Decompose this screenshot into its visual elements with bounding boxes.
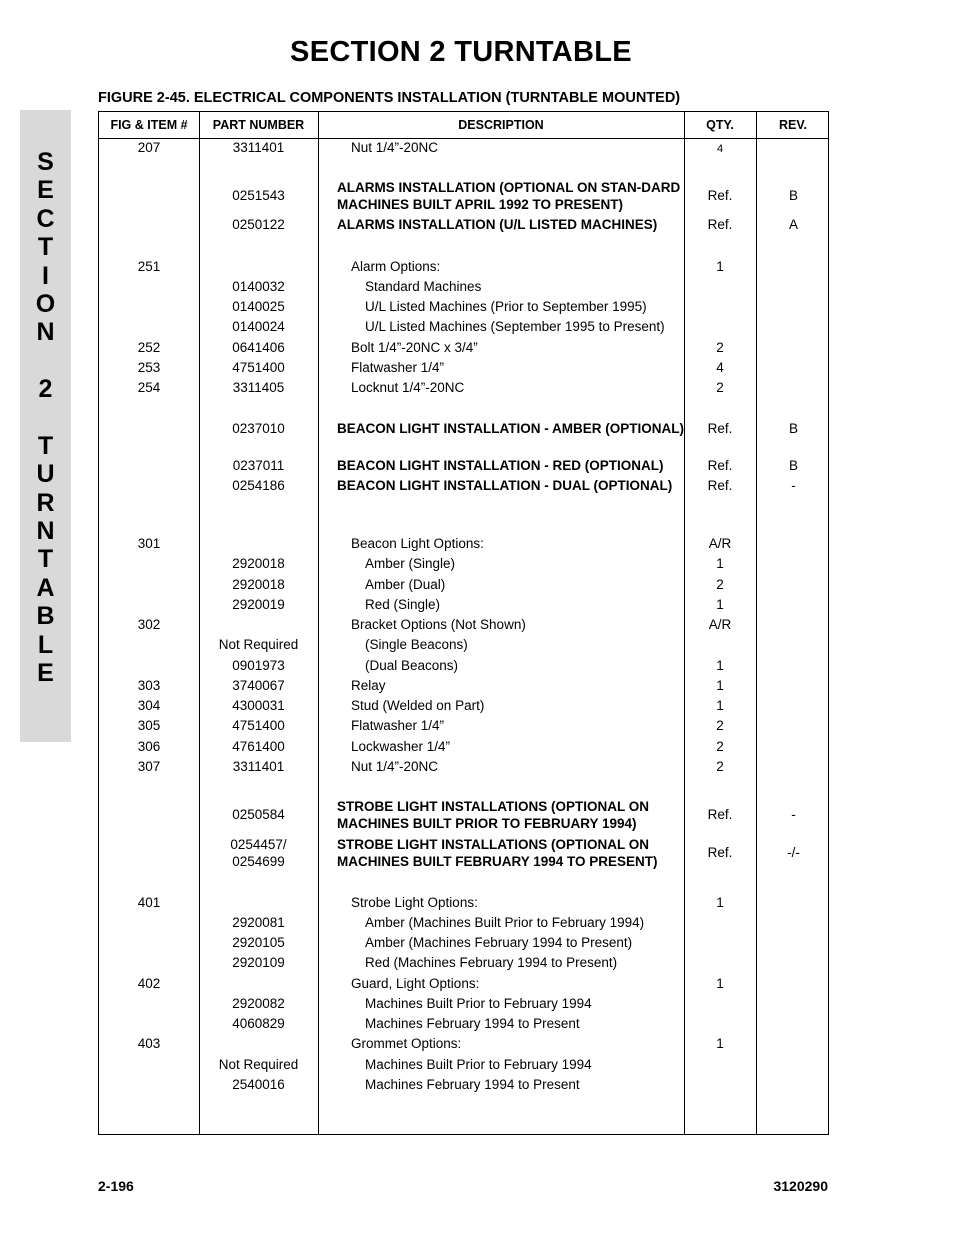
description: Machines Built Prior to February 1994	[365, 996, 592, 1011]
table-row	[99, 339, 828, 356]
part-number: 4751400	[232, 360, 285, 375]
quantity: 1	[716, 556, 724, 571]
quantity: A/R	[708, 617, 732, 632]
side-tab-letter: 2	[38, 375, 53, 404]
quantity: Ref.	[707, 217, 733, 232]
quantity: 4	[716, 360, 724, 375]
table-row	[99, 894, 828, 911]
revision: -	[791, 807, 796, 822]
item-number: 305	[137, 718, 161, 733]
side-tab-letter: N	[36, 517, 55, 546]
side-tab-letter: T	[37, 545, 54, 574]
part-number: 0901973	[232, 658, 285, 673]
part-number: 0237010	[232, 421, 285, 436]
table-row	[99, 1015, 828, 1032]
revision: B	[788, 458, 798, 473]
header-part-number: PART NUMBER	[212, 118, 305, 132]
side-tab-letter: E	[37, 176, 54, 205]
table-row	[99, 179, 828, 213]
quantity: 1	[716, 658, 724, 673]
quantity: Ref.	[707, 478, 733, 493]
part-number: 0250122	[232, 217, 285, 232]
item-number: 403	[137, 1036, 161, 1051]
part-number: 0140024	[232, 319, 285, 334]
part-number: 2920105	[232, 935, 285, 950]
part-number: 0250584	[232, 807, 285, 822]
header-description: DESCRIPTION	[458, 118, 544, 132]
description: Machines February 1994 to Present	[365, 1016, 580, 1031]
item-number: 307	[137, 759, 161, 774]
part-number: Not Required	[218, 1057, 299, 1072]
header-item: FIG & ITEM #	[110, 118, 188, 132]
description: Bolt 1/4”-20NC x 3/4”	[351, 340, 478, 355]
table-row	[99, 836, 828, 870]
table-row	[99, 139, 828, 156]
part-number: 2920019	[232, 597, 285, 612]
quantity: 2	[716, 759, 724, 774]
description: Lockwasher 1/4”	[351, 739, 451, 754]
table-row	[99, 697, 828, 714]
side-tab-letter: U	[36, 460, 55, 489]
quantity: Ref.	[707, 188, 733, 203]
part-number: 4300031	[232, 698, 285, 713]
quantity: Ref.	[707, 421, 733, 436]
header-rev: REV.	[778, 118, 808, 132]
side-tab-letter: R	[36, 488, 55, 517]
side-tab-letters	[20, 148, 71, 687]
part-number: 4761400	[232, 739, 285, 754]
part-number: 4060829	[232, 1016, 285, 1031]
description: Stud (Welded on Part)	[351, 698, 485, 713]
quantity: A/R	[708, 536, 732, 551]
description: STROBE LIGHT INSTALLATIONS (OPTIONAL ON MACHINES BUILT FEBRUARY 1994 TO PRESENT)	[337, 837, 658, 869]
side-tab-letter: A	[36, 573, 55, 602]
quantity: Ref.	[707, 807, 733, 822]
item-number: 207	[137, 140, 161, 155]
item-number: 301	[137, 536, 161, 551]
part-number: 0254186	[232, 478, 285, 493]
quantity: 1	[716, 1036, 724, 1051]
quantity: 4	[716, 143, 724, 155]
part-number: 2920081	[232, 915, 285, 930]
table-row	[99, 1076, 828, 1093]
page-number: 2-196	[98, 1178, 134, 1194]
table-header	[99, 112, 828, 139]
description: Amber (Dual)	[365, 577, 446, 592]
item-number: 254	[137, 380, 161, 395]
part-number: 2920018	[232, 556, 285, 571]
side-tab-letter: C	[36, 204, 55, 233]
part-number: 0641406	[232, 340, 285, 355]
part-number: 3311401	[232, 140, 285, 155]
quantity: 2	[716, 380, 724, 395]
revision: B	[788, 421, 798, 436]
item-number: 252	[137, 340, 161, 355]
description: Amber (Machines February 1994 to Present)	[365, 935, 633, 950]
quantity: 1	[716, 597, 724, 612]
part-number: 4751400	[232, 718, 285, 733]
quantity: Ref.	[707, 458, 733, 473]
description: Flatwasher 1/4”	[351, 718, 445, 733]
table-row	[99, 477, 828, 494]
table-row	[99, 717, 828, 734]
quantity: 2	[716, 718, 724, 733]
table-row	[99, 278, 828, 295]
table-row	[99, 636, 828, 653]
revision: B	[788, 188, 798, 203]
table-row	[99, 379, 828, 396]
table-row	[99, 1056, 828, 1073]
description: STROBE LIGHT INSTALLATIONS (OPTIONAL ON MACHINES BUILT PRIOR TO FEBRUARY 1994)	[337, 799, 649, 831]
part-number: 3311401	[232, 759, 285, 774]
side-tab-letter: S	[37, 148, 54, 176]
description: BEACON LIGHT INSTALLATION - RED (OPTIONAL)	[337, 458, 664, 473]
description: Nut 1/4”-20NC	[351, 759, 439, 774]
description: Grommet Options:	[351, 1036, 462, 1051]
quantity: 1	[716, 678, 724, 693]
quantity: 1	[716, 895, 724, 910]
description: Strobe Light Options:	[351, 895, 478, 910]
part-number: 3740067	[232, 678, 285, 693]
part-number: 3311405	[232, 380, 285, 395]
item-number: 401	[137, 895, 161, 910]
side-tab-letter: L	[37, 630, 54, 659]
description: Amber (Machines Built Prior to February 1994)	[365, 915, 645, 930]
page-title: SECTION 2 TURNTABLE	[290, 36, 632, 68]
description: Machines February 1994 to Present	[365, 1077, 580, 1092]
revision: -/-	[787, 845, 800, 860]
description: Relay	[351, 678, 386, 693]
header-qty: QTY.	[706, 118, 734, 132]
table-row	[99, 954, 828, 971]
part-number: 0254457/ 0254699	[230, 837, 287, 869]
item-number: 402	[137, 976, 161, 991]
item-number: 306	[137, 739, 161, 754]
description: Nut 1/4”-20NC	[351, 140, 439, 155]
description: ALARMS INSTALLATION (OPTIONAL ON STAN-DARD MACHINES BUILT APRIL 1992 TO PRESENT)	[337, 180, 681, 212]
table-row	[99, 934, 828, 951]
table-row	[99, 596, 828, 613]
table-row	[99, 616, 828, 633]
side-tab-letter: B	[36, 602, 55, 631]
table-row	[99, 995, 828, 1012]
description: Alarm Options:	[351, 259, 441, 274]
description: Machines Built Prior to February 1994	[365, 1057, 592, 1072]
part-number: 2920018	[232, 577, 285, 592]
table-row	[99, 657, 828, 674]
table-row	[99, 798, 828, 832]
side-tab-letter: I	[42, 261, 49, 290]
parts-table	[98, 111, 829, 1135]
description: ALARMS INSTALLATION (U/L LISTED MACHINES)	[337, 217, 658, 232]
section-side-tab	[20, 110, 71, 742]
quantity: Ref.	[707, 845, 733, 860]
table-row	[99, 258, 828, 275]
part-number: Not Required	[218, 637, 299, 652]
part-number: 2920109	[232, 955, 285, 970]
item-number: 304	[137, 698, 161, 713]
table-row	[99, 738, 828, 755]
description: Guard, Light Options:	[351, 976, 480, 991]
table-row	[99, 1035, 828, 1052]
table-row	[99, 298, 828, 315]
part-number: 0140032	[232, 279, 285, 294]
quantity: 1	[716, 698, 724, 713]
table-row	[99, 975, 828, 992]
description: Standard Machines	[365, 279, 482, 294]
description: Beacon Light Options:	[351, 536, 484, 551]
table-row	[99, 576, 828, 593]
part-number: 0251543	[232, 188, 285, 203]
description: U/L Listed Machines (September 1995 to Present)	[365, 319, 665, 334]
table-row	[99, 359, 828, 376]
description: Amber (Single)	[365, 556, 456, 571]
description: Bracket Options (Not Shown)	[351, 617, 526, 632]
table-row	[99, 535, 828, 552]
item-number: 302	[137, 617, 161, 632]
table-row	[99, 216, 828, 233]
description: (Single Beacons)	[365, 637, 468, 652]
quantity: 2	[716, 577, 724, 592]
part-number: 0237011	[232, 458, 285, 473]
quantity: 1	[716, 976, 724, 991]
description: Locknut 1/4”-20NC	[351, 380, 465, 395]
quantity: 1	[716, 259, 724, 274]
side-tab-letter: O	[35, 289, 56, 318]
revision: -	[791, 478, 796, 493]
item-number: 251	[137, 259, 161, 274]
table-row	[99, 318, 828, 335]
table-row	[99, 758, 828, 775]
quantity: 2	[716, 340, 724, 355]
quantity: 2	[716, 739, 724, 754]
side-tab-letter: T	[37, 233, 54, 262]
description: Red (Machines February 1994 to Present)	[365, 955, 618, 970]
revision: A	[788, 217, 798, 232]
item-number: 253	[137, 360, 161, 375]
description: U/L Listed Machines (Prior to September 1995)	[365, 299, 647, 314]
document-number: 3120290	[773, 1178, 828, 1194]
part-number: 2920082	[232, 996, 285, 1011]
side-tab-letter: T	[37, 431, 54, 460]
figure-title: FIGURE 2-45. ELECTRICAL COMPONENTS INSTALLATION (TURNTABLE MOUNTED)	[98, 90, 681, 106]
table-row	[99, 420, 828, 437]
side-tab-letter: E	[37, 659, 54, 688]
table-row	[99, 457, 828, 474]
side-tab-letter: N	[36, 318, 55, 347]
description: Flatwasher 1/4”	[351, 360, 445, 375]
description: (Dual Beacons)	[365, 658, 459, 673]
part-number: 0140025	[232, 299, 285, 314]
description: BEACON LIGHT INSTALLATION - DUAL (OPTIONAL)	[337, 478, 673, 493]
table-row	[99, 555, 828, 572]
table-row	[99, 914, 828, 931]
description: BEACON LIGHT INSTALLATION - AMBER (OPTIONAL)	[337, 421, 684, 436]
table-row	[99, 677, 828, 694]
description: Red (Single)	[365, 597, 441, 612]
part-number: 2540016	[232, 1077, 285, 1092]
item-number: 303	[137, 678, 161, 693]
